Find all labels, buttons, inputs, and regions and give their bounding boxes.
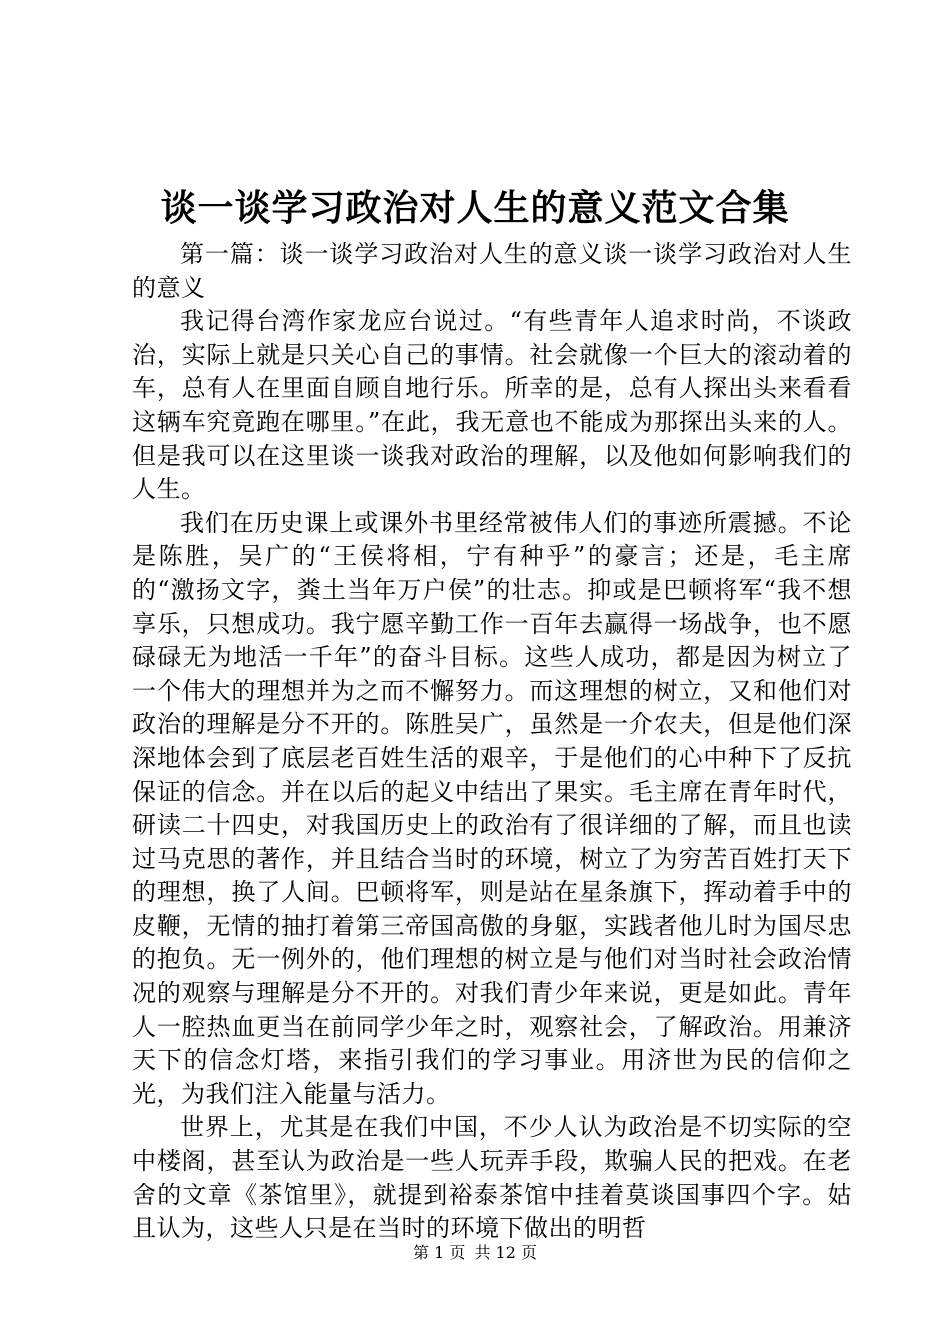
document-body [132, 238, 852, 1246]
page-number: 第 1 页 [413, 1243, 466, 1262]
paragraph: 第一篇：谈一谈学习政治对人生的意义谈一谈学习政治对人生的意义 [132, 240, 852, 302]
paragraph: 我记得台湾作家龙应台说过。“有些青年人追求时尚，不谈政治，实际上就是只关心自己的事情。社会就像一个巨大的滚动着的车，总有人在里面自顾自地行乐。所幸的是，总有人探出头来看看这辆车究竟跑在哪里。”在此，我无意也不能成为那探出头来的人。但是我可以在这里谈一谈我对政治的理解，以及他如何影响我们的人生。 [132, 307, 852, 504]
page-footer [0, 1242, 950, 1264]
document-title: 谈一谈学习政治对人生的意义范文合集 [160, 188, 790, 229]
page-total: 共 12 页 [474, 1243, 537, 1262]
paragraph: 世界上，尤其是在我们中国，不少人认为政治是不切实际的空中楼阁，甚至认为政治是一些人玩弄手段，欺骗人民的把戏。在老舍的文章《茶馆里》，就提到裕泰茶馆中挂着莫谈国事四个字。姑且认为，这些人只是在当时的环境下做出的明哲 [132, 1113, 852, 1243]
paragraph: 我们在历史课上或课外书里经常被伟人们的事迹所震撼。不论是陈胜，吴广的“王侯将相，宁有种乎”的豪言；还是，毛主席的“激扬文字，粪土当年万户侯”的壮志。抑或是巴顿将军“我不想享乐，只想成功。我宁愿辛勤工作一百年去赢得一场战争，也不愿碌碌无为地活一千年”的奋斗目标。这些人成功，都是因为树立了一个伟大的理想并为之而不懈努力。而这理想的树立，又和他们对政治的理解是分不开的。陈胜吴广，虽然是一介农夫，但是他们深深地体会到了底层老百姓生活的艰辛，于是他们的心中种下了反抗保证的信念。并在以后的起义中结出了果实。毛主席在青年时代，研读二十四史，对我国历史上的政治有了很详细的了解，而且也读过马克思的著作，并且结合当时的环境，树立了为穷苦百姓打天下的理想，换了人间。巴顿将军，则是站在星条旗下，挥动着手中的皮鞭，无情的抽打着第三帝国高傲的身躯，实践者他儿时为国尽忠的抱负。无一例外的，他们理想的树立是与他们对当时社会政治情况的观察与理解是分不开的。对我们青少年来说，更是如此。青年人一腔热血更当在前同学少年之时，观察社会，了解政治。用兼济天下的信念灯塔，来指引我们的学习事业。用济世为民的信仰之光，为我们注入能量与活力。 [132, 508, 852, 1108]
